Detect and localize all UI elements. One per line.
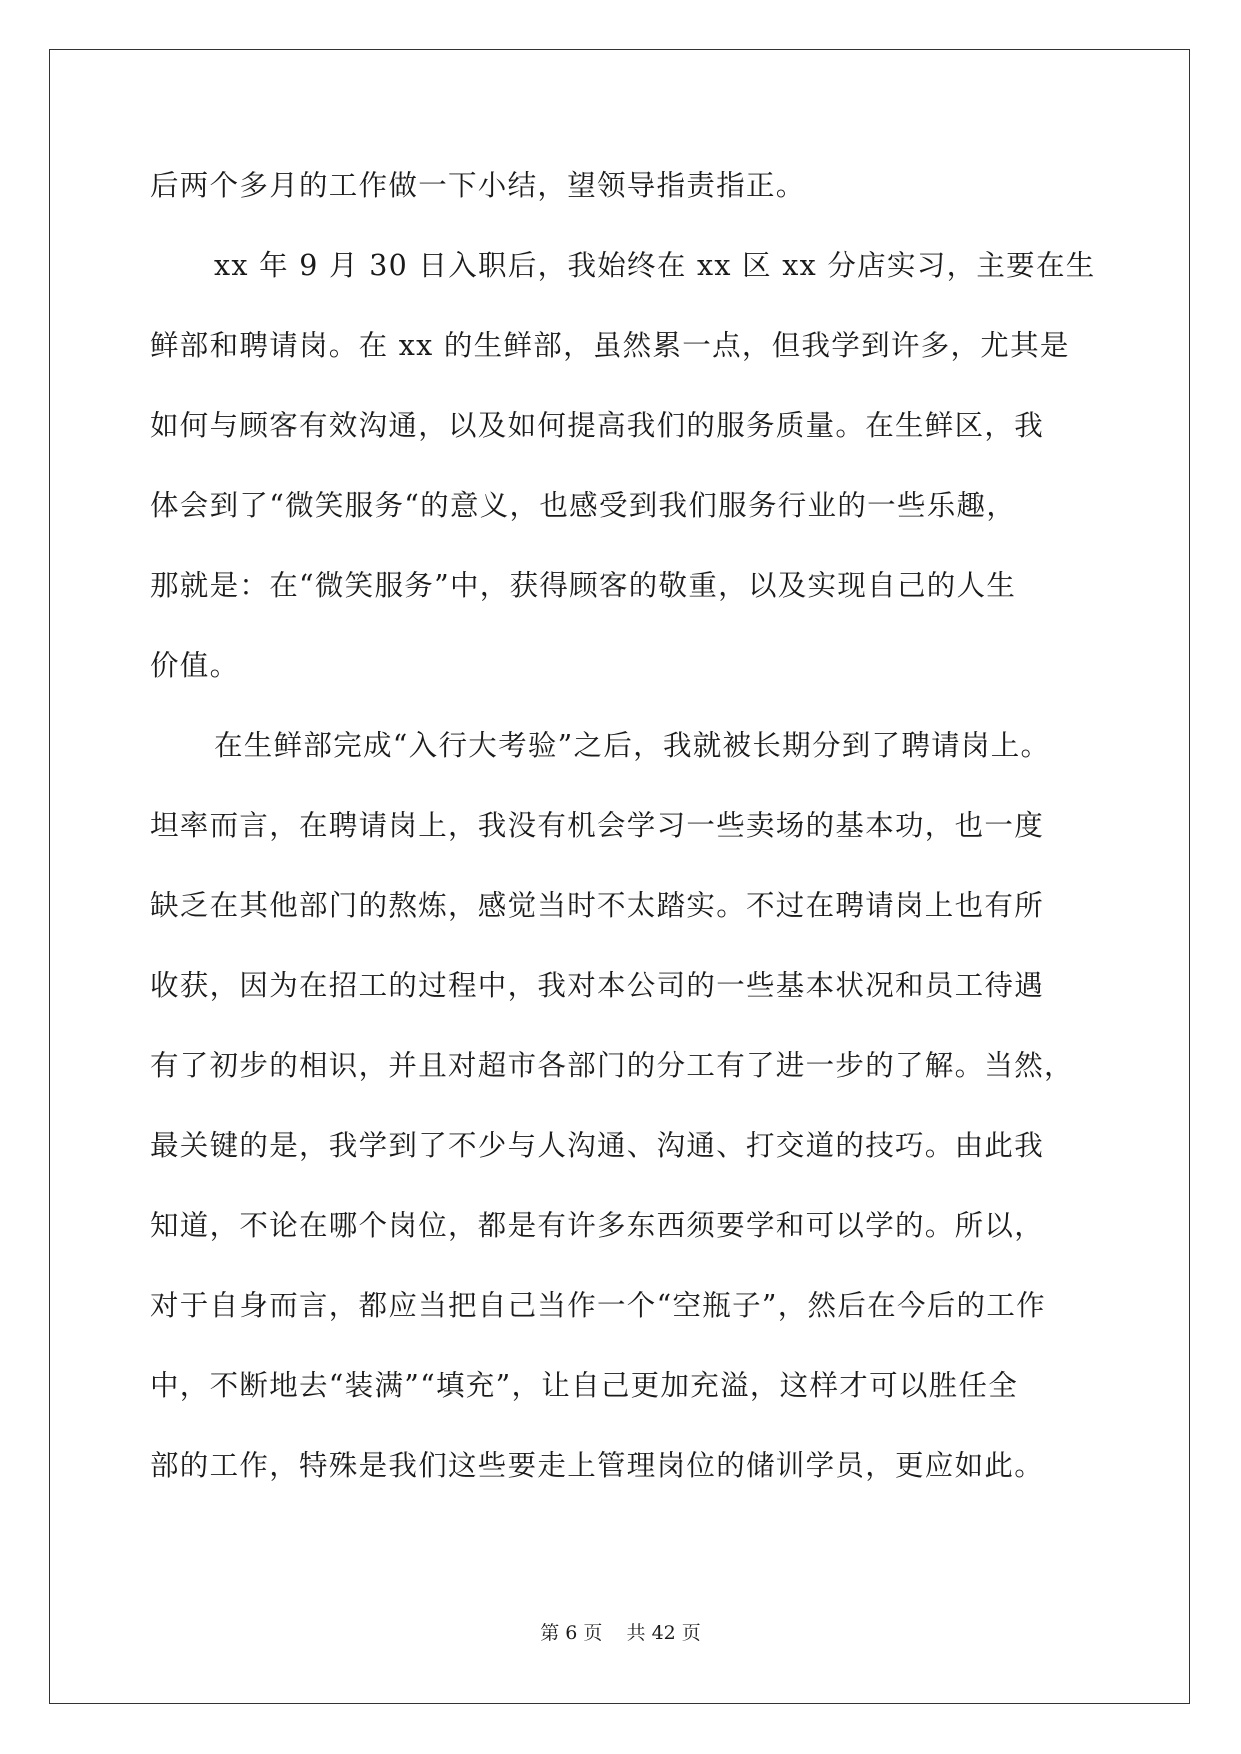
text-line: 那就是：在“微笑服务”中，获得顾客的敬重，以及实现自己的人生 <box>150 569 1017 602</box>
text-line-paragraph-start: 在生鲜部完成“入行大考验”之后，我就被长期分到了聘请岗上。 <box>214 729 1051 762</box>
text-line-paragraph-start: xx 年 9 月 30 日入职后，我始终在 xx 区 xx 分店实习，主要在生 <box>214 249 1096 282</box>
text-line: 知道，不论在哪个岗位，都是有许多东西须要学和可以学的。所以， <box>150 1209 1045 1242</box>
text-line: 如何与顾客有效沟通，以及如何提高我们的服务质量。在生鲜区，我 <box>150 409 1045 442</box>
text-line: 最关键的是，我学到了不少与人沟通、沟通、打交道的技巧。由此我 <box>150 1129 1045 1162</box>
page-number-footer: 第 6 页 共 42 页 <box>540 1622 701 1644</box>
document-body <box>150 146 1096 1506</box>
text-line: 坦率而言，在聘请岗上，我没有机会学习一些卖场的基本功，也一度 <box>150 809 1045 842</box>
text-line: 缺乏在其他部门的熬炼，感觉当时不太踏实。不过在聘请岗上也有所 <box>150 889 1045 922</box>
text-line: 后两个多月的工作做一下小结，望领导指责指正。 <box>150 169 806 202</box>
text-line: 有了初步的相识，并且对超市各部门的分工有了进一步的了解。当然， <box>150 1049 1074 1082</box>
text-line: 部的工作，特殊是我们这些要走上管理岗位的储训学员，更应如此。 <box>150 1449 1045 1482</box>
text-line: 体会到了“微笑服务“的意义，也感受到我们服务行业的一些乐趣， <box>150 489 1017 522</box>
text-line: 对于自身而言，都应当把自己当作一个“空瓶子”，然后在今后的工作 <box>150 1289 1046 1322</box>
text-line: 价值。 <box>150 649 240 682</box>
text-line: 中，不断地去“装满”“填充”，让自己更加充溢，这样才可以胜任全 <box>150 1369 1019 1402</box>
text-line: 鲜部和聘请岗。在 xx 的生鲜部，虽然累一点，但我学到许多，尤其是 <box>150 329 1070 362</box>
text-line: 收获，因为在招工的过程中，我对本公司的一些基本状况和员工待遇 <box>150 969 1045 1002</box>
